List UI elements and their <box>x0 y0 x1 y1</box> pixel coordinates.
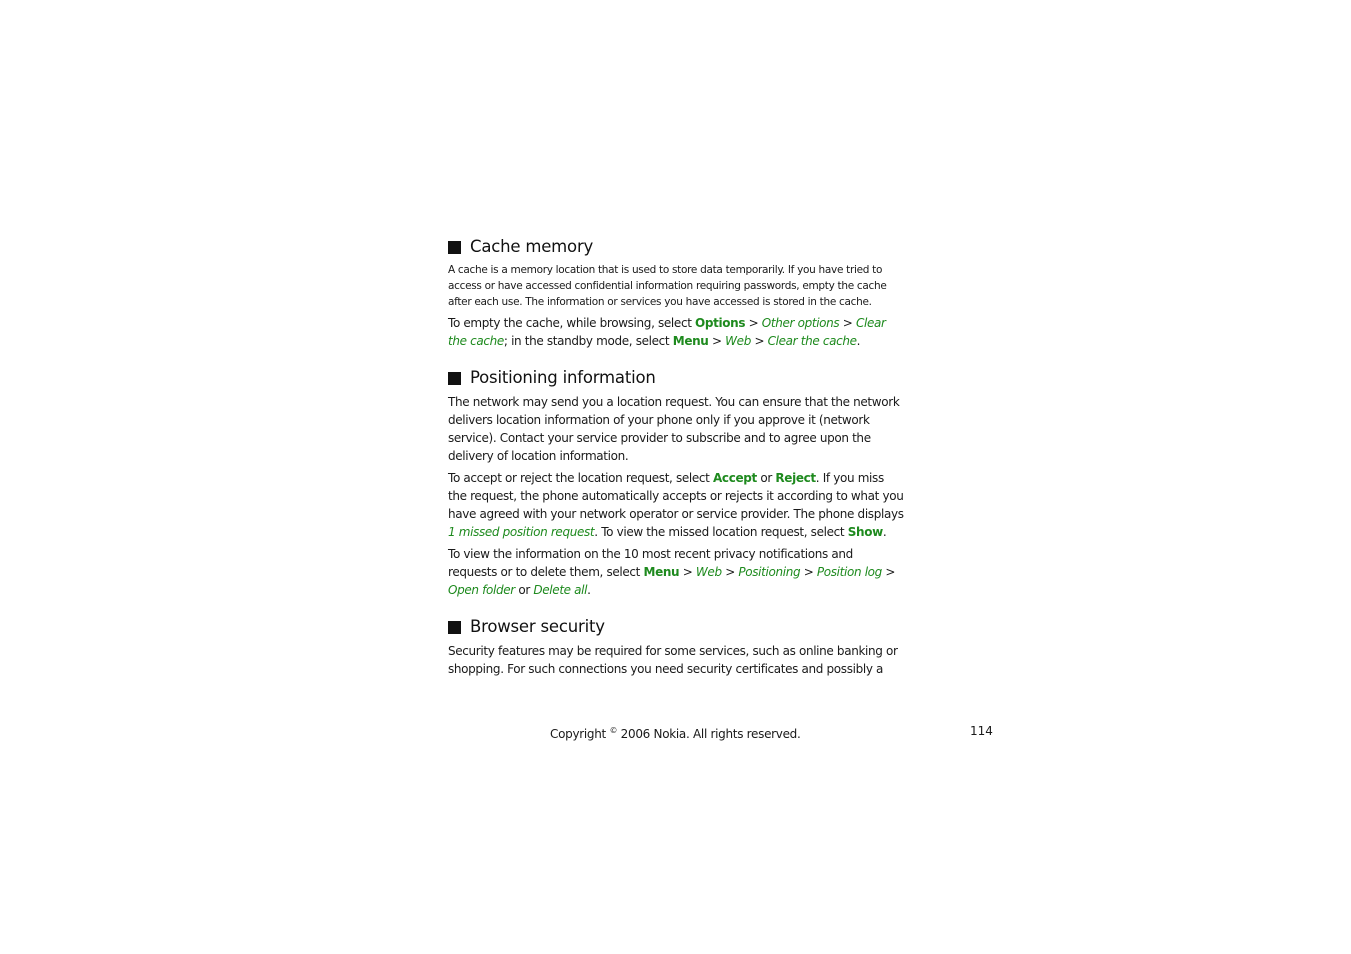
menu-term-options: Options <box>695 316 746 330</box>
square-bullet-icon <box>448 621 461 634</box>
page-number: 114 <box>970 724 993 738</box>
paragraph: To empty the cache, while browsing, select Options > Other options > Clear the cache; in the standby mode, select Menu > Web > Clear the cache. <box>448 316 886 348</box>
square-bullet-icon <box>448 372 461 385</box>
menu-term-positioning: Positioning <box>738 565 801 579</box>
menu-term-open-folder: Open folder <box>448 583 515 597</box>
paragraph: Security features may be required for some services, such as online banking or shopping. For such connections you need security certificates and possibly a <box>448 644 898 676</box>
heading-text: Positioning information <box>470 368 656 387</box>
menu-term-menu: Menu <box>672 334 709 348</box>
paragraph: A cache is a memory location that is used to store data temporarily. If you have tried to access or have accessed confidential information requiring passwords, empty the cache after each use. The information or services you have accessed is stored in the cache. <box>448 264 887 308</box>
menu-term-web: Web <box>725 334 751 348</box>
section-heading <box>448 236 904 258</box>
section-heading <box>448 616 904 638</box>
section-cache-memory <box>448 236 904 350</box>
section-positioning-information <box>448 367 904 599</box>
heading-text: Cache memory <box>470 237 594 256</box>
paragraph: To view the information on the 10 most recent privacy notifications and requests or to delete them, select Menu > Web > Positioning > Position log > Open folder or Delete all. <box>448 547 896 597</box>
square-bullet-icon <box>448 241 461 254</box>
menu-term-delete-all: Delete all <box>533 583 588 597</box>
section-heading <box>448 367 904 389</box>
page-content <box>448 236 904 678</box>
menu-term-clear-cache: Clear the cache <box>448 316 886 348</box>
menu-term-reject: Reject <box>775 471 816 485</box>
menu-term-missed-request: 1 missed position request <box>448 525 595 539</box>
heading-text: Browser security <box>470 617 605 636</box>
paragraph: The network may send you a location request. You can ensure that the network delivers location information of your phone only if you approve it (network service). Contact your service provider to subscribe and to agree upon the delivery of location information. <box>448 395 900 463</box>
menu-term-web: Web <box>695 565 722 579</box>
menu-term-menu: Menu <box>643 565 680 579</box>
copyright-notice: Copyright © 2006 Nokia. All rights reserved. <box>550 726 801 741</box>
menu-term-other-options: Other options <box>761 316 840 330</box>
paragraph: To accept or reject the location request, select Accept or Reject. If you miss the request, the phone automatically accepts or rejects it according to what you have agreed with your network operator or service provider. The phone displays 1 missed position request. To view the missed location request, select Show. <box>448 471 904 539</box>
menu-term-accept: Accept <box>713 471 757 485</box>
menu-term-position-log: Position log <box>816 565 882 579</box>
section-browser-security <box>448 616 904 678</box>
copyright-symbol: © <box>609 726 618 735</box>
menu-term-clear-cache: Clear the cache <box>767 334 857 348</box>
menu-term-show: Show <box>847 525 883 539</box>
